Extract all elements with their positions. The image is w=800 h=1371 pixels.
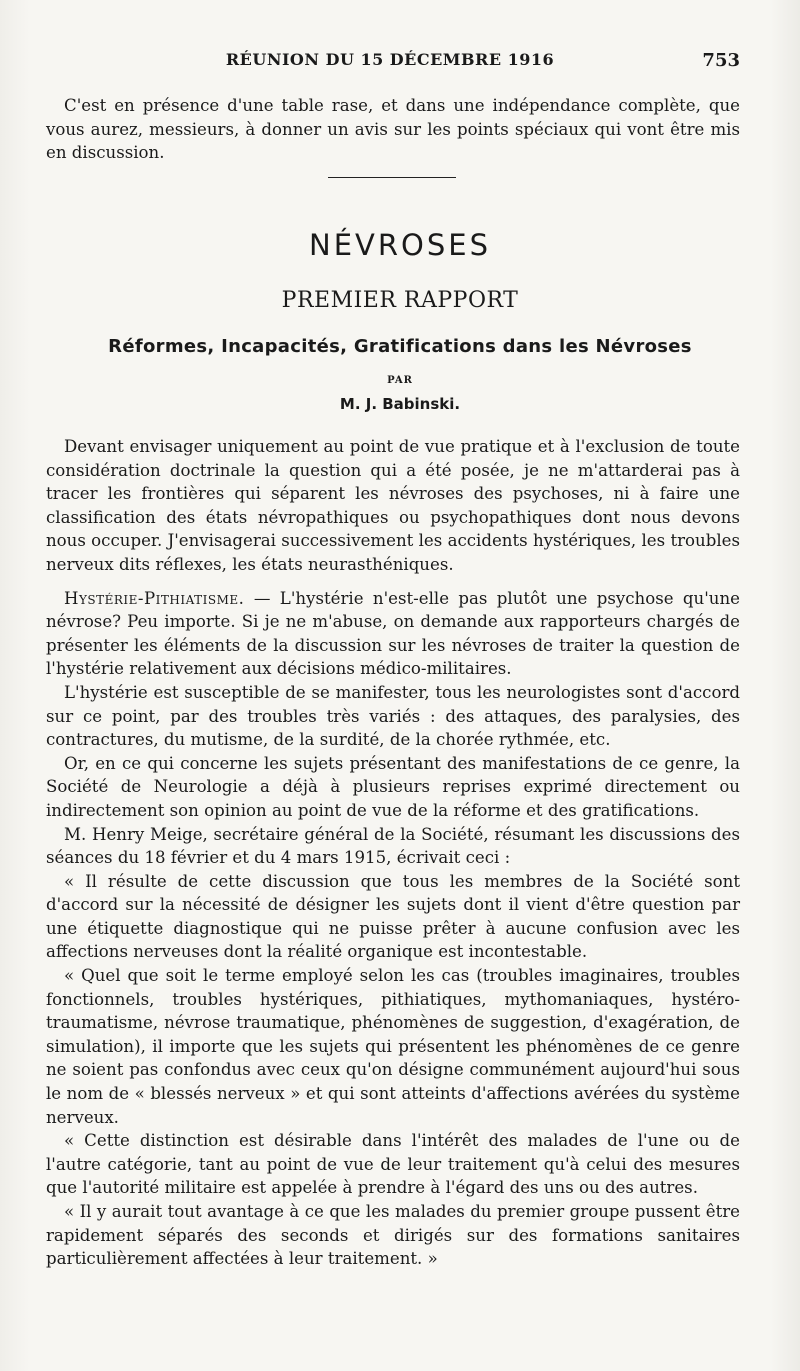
- paragraph-2-heading: Hystérie-Pithiatisme.: [64, 588, 245, 608]
- byline-par: PAR: [387, 375, 413, 386]
- paragraph-9: « Il y aurait tout avantage à ce que les malades du premier groupe pussent être rapidement séparés des seconds et dirigés sur des formations sanitaires particulièrement affectées à leur traitement. »: [46, 1202, 740, 1269]
- paragraph-4: Or, en ce qui concerne les sujets présentant des manifestations de ce genre, la Société de Neurologie a déjà à plusieurs reprises exprimé directement ou indirectement son opinion au point de vue de la réforme et des gratifications.: [46, 753, 740, 820]
- report-title: PREMIER RAPPORT: [281, 288, 519, 313]
- author-name: M. J. Babinski.: [339, 395, 461, 413]
- intro-paragraph: C'est en présence d'une table rase, et dans une indépendance complète, que vous aurez, messieurs, à donner un avis sur les points spéciaux qui vont être mis en discussion.: [46, 96, 740, 163]
- paragraph-8: « Cette distinction est désirable dans l'intérêt des malades de l'une ou de l'autre catégorie, tant au point de vue de leur traitement qu'à celui des mesures que l'autorité militaire est appelée à prendre à l'égard des uns ou des autres.: [46, 1131, 740, 1198]
- running-header: [40, 50, 740, 74]
- paragraph-1: Devant envisager uniquement au point de vue pratique et à l'exclusion de toute considération doctrinale la question qui a été posée, je ne m'attarderai pas à tracer les frontières qui séparent les névroses des psychoses, ni à faire une classification des états névropathiques ou psychopathiques dont nous devons nous occuper. J'envisagerai successivement les accidents hystériques, les troubles nerveux dits réflexes, les états neurasthéniques.: [46, 437, 740, 574]
- running-title: RÉUNION DU 15 DÉCEMBRE 1916: [225, 50, 555, 69]
- paragraph-5: M. Henry Meige, secrétaire général de la Société, résumant les discussions des séances du 18 février et du 4 mars 1915, écrivait ceci :: [46, 824, 740, 868]
- paragraph-6: « Il résulte de cette discussion que tous les membres de la Société sont d'accord sur la nécessité de désigner les sujets dont il vient d'être question par une étiquette diagnostique qui ne puisse prêter à aucune confusion avec les affections nerveuses dont la réalité organique est incontestable.: [46, 871, 740, 962]
- paragraph-7: « Quel que soit le terme employé selon les cas (troubles imaginaires, troubles fonctionnels, troubles hystériques, pithiatiques, mythomaniaques, hystéro-traumatisme, névrose traumatique, phénomènes de suggestion, d'exagération, de simulation), il importe que les sujets qui présentent les phénomènes de ce genre ne soient pas confondus avec ceux qu'on désigne communément aujourd'hui sous le nom de « blessés nerveux » et qui sont atteints d'affections avérées du système nerveux.: [46, 966, 740, 1127]
- page-number: 753: [702, 50, 740, 71]
- section-divider: [328, 177, 456, 178]
- paragraph-2: [46, 587, 740, 681]
- paragraph-3: L'hystérie est susceptible de se manifester, tous les neurologistes sont d'accord sur ce point, par des troubles très variés : des attaques, des paralysies, des contractures, du mutisme, de la surdité, de la chorée rythmée, etc.: [46, 682, 740, 750]
- intro-block: [46, 94, 740, 165]
- paragraph-2-body: — L'hystérie n'est-elle pas plutôt une psychose qu'une névrose? Peu importe. Si je ne m'abuse, on demande aux rapporteurs chargés de présenter les éléments de la discussion sur les névroses de traiter la question de l'hystérie relativement aux décisions médico-militaires.: [46, 588, 740, 679]
- report-subtitle: Réformes, Incapacités, Gratifications dans les Névroses: [108, 336, 692, 357]
- body-text: [46, 435, 740, 1271]
- section-title: NÉVROSES: [309, 228, 491, 262]
